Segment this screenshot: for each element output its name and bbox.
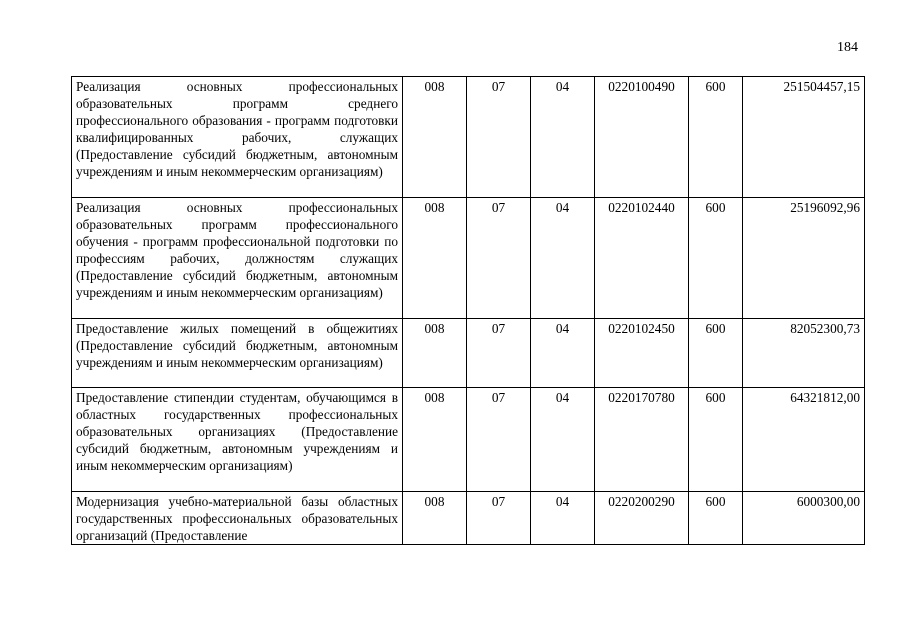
department-code-cell: 008 [403,319,467,388]
amount-cell: 25196092,96 [743,198,865,319]
department-code-cell: 008 [403,198,467,319]
subsection-code-cell: 04 [531,492,595,545]
row-name-cell: Реализация основных профессиональных образовательных программ среднего профессионального образования - программ подготовки квалифицированных рабочих, служащих (Предоставление субсидий бюджетным, автономным учреждениям и иным некоммерческим организациям) [72,77,403,198]
section-code-cell: 07 [467,388,531,492]
budget-table [71,76,865,545]
section-code-cell: 07 [467,77,531,198]
table-row [72,388,865,492]
expense-type-code-cell: 600 [689,492,743,545]
target-article-code-cell: 0220102450 [595,319,689,388]
expense-type-code-cell: 600 [689,198,743,319]
amount-cell: 82052300,73 [743,319,865,388]
amount-cell: 251504457,15 [743,77,865,198]
department-code-cell: 008 [403,77,467,198]
department-code-cell: 008 [403,492,467,545]
expense-type-code-cell: 600 [689,319,743,388]
row-name-cell: Предоставление жилых помещений в общежитиях (Предоставление субсидий бюджетным, автономным учреждениям и иным некоммерческим организациям) [72,319,403,388]
target-article-code-cell: 0220102440 [595,198,689,319]
row-name-cell: Модернизация учебно-материальной базы областных государственных профессиональных образовательных организаций (Предоставление [72,492,403,545]
subsection-code-cell: 04 [531,198,595,319]
subsection-code-cell: 04 [531,77,595,198]
target-article-code-cell: 0220100490 [595,77,689,198]
row-name-cell: Реализация основных профессиональных образовательных программ профессионального обучения - программ профессиональной подготовки по профессиям рабочих, должностям служащих (Предоставление субсидий бюджетным, автономным учреждениям и иным некоммерческим организациям) [72,198,403,319]
section-code-cell: 07 [467,198,531,319]
expense-type-code-cell: 600 [689,388,743,492]
table-row [72,492,865,545]
table-row [72,198,865,319]
target-article-code-cell: 0220200290 [595,492,689,545]
section-code-cell: 07 [467,319,531,388]
department-code-cell: 008 [403,388,467,492]
section-code-cell: 07 [467,492,531,545]
row-name-cell: Предоставление стипендии студентам, обучающимся в областных государственных профессиональных образовательных организациях (Предоставление субсидий бюджетным, автономным учреждениям и иным некоммерческим организациям) [72,388,403,492]
table-row [72,77,865,198]
table-row [72,319,865,388]
subsection-code-cell: 04 [531,388,595,492]
amount-cell: 6000300,00 [743,492,865,545]
target-article-code-cell: 0220170780 [595,388,689,492]
subsection-code-cell: 04 [531,319,595,388]
expense-type-code-cell: 600 [689,77,743,198]
page-number: 184 [837,40,858,55]
amount-cell: 64321812,00 [743,388,865,492]
